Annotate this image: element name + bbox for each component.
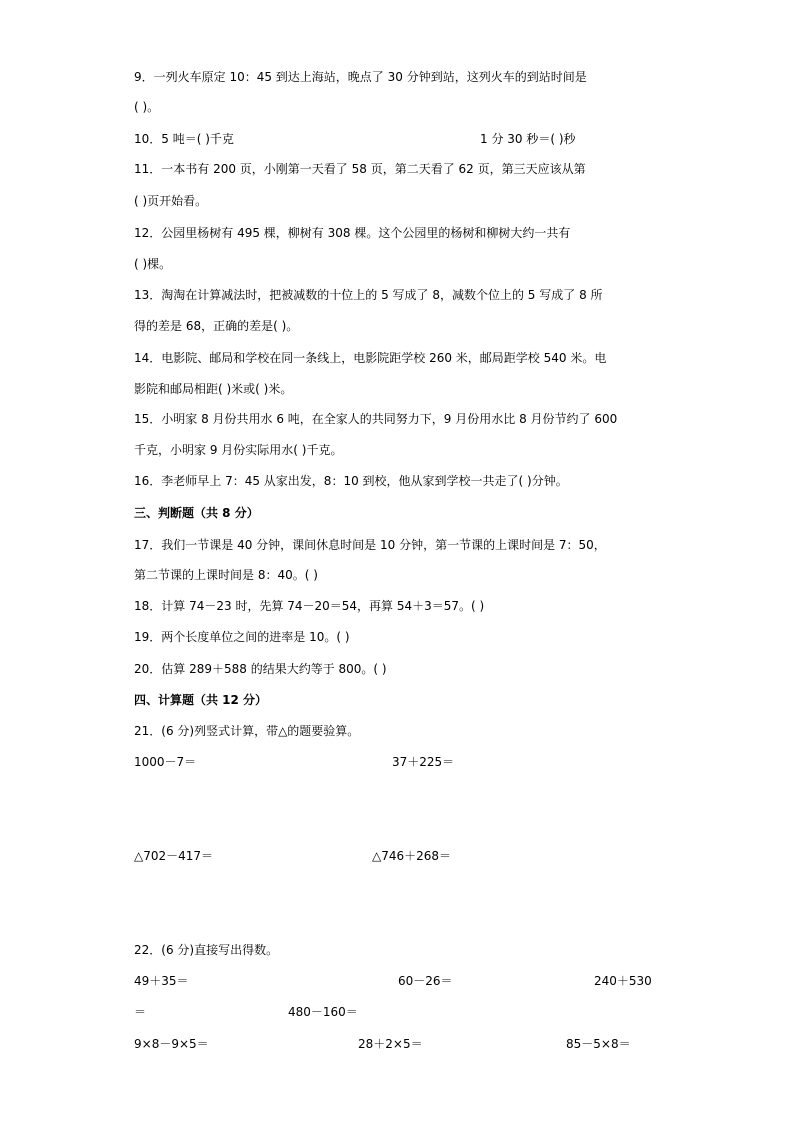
q22-item: 240＋530 (594, 974, 652, 988)
q21-item: △746＋268＝ (372, 849, 452, 863)
q10-right: 1 分 30 秒＝( )秒 (480, 132, 576, 146)
q11-line1: 11．一本书有 200 页，小刚第一天看了 58 页，第二天看了 62 页，第三天应该从第 (134, 162, 586, 176)
q12-line1: 12．公园里杨树有 495 棵，柳树有 308 棵。这个公园里的杨树和柳树大约一共有 (134, 226, 571, 240)
q20: 20．估算 289＋588 的结果大约等于 800。( ) (134, 662, 387, 676)
section4-title: 四、计算题（共 12 分） (134, 693, 268, 707)
q17-line2: 第二节课的上课时间是 8：40。( ) (134, 568, 318, 582)
q9-line2: ( )。 (134, 100, 160, 114)
q12-line2: ( )棵。 (134, 257, 172, 271)
q22-item: 480－160＝ (288, 1005, 358, 1019)
q16-line1: 16．李老师早上 7：45 从家出发，8：10 到校，他从家到学校一共走了( )分钟。 (134, 474, 568, 488)
q13-line1: 13．淘淘在计算减法时，把被减数的十位上的 5 写成了 8，减数个位上的 5 写成了 8 所 (134, 288, 603, 302)
q22-item: 9×8－9×5＝ (134, 1037, 209, 1051)
q17-line1: 17．我们一节课是 40 分钟，课间休息时间是 10 分钟，第一节课的上课时间是 7：50， (134, 538, 606, 552)
q13-line2: 得的差是 68，正确的差是( )。 (134, 319, 299, 333)
q22-prompt: 22．(6 分)直接写出得数。 (134, 943, 279, 957)
q18: 18．计算 74－23 时，先算 74－20＝54，再算 54＋3＝57。( ) (134, 599, 485, 613)
q22-item: ＝ (134, 1005, 147, 1019)
q22-item: 49＋35＝ (134, 974, 189, 988)
section3-title: 三、判断题（共 8 分） (134, 506, 259, 520)
q22-item: 28＋2×5＝ (358, 1037, 423, 1051)
q15-line1: 15．小明家 8 月份共用水 6 吨，在全家人的共同努力下，9 月份用水比 8 月份节约了 600 (134, 412, 618, 426)
q15-line2: 千克，小明家 9 月份实际用水( )千克。 (134, 443, 343, 457)
q21-prompt: 21．(6 分)列竖式计算，带△的题要验算。 (134, 724, 360, 738)
q21-item: 37＋225＝ (392, 755, 455, 769)
q9-line1: 9．一列火车原定 10：45 到达上海站，晚点了 30 分钟到站，这列火车的到站时间是 (134, 70, 587, 84)
q10-left: 10．5 吨＝( )千克 (134, 132, 234, 146)
q19: 19．两个长度单位之间的进率是 10。( ) (134, 630, 350, 644)
q14-line1: 14．电影院、邮局和学校在同一条线上，电影院距学校 260 米，邮局距学校 540 米。电 (134, 351, 607, 365)
q22-item: 85－5×8＝ (566, 1037, 631, 1051)
q21-item: 1000－7＝ (134, 755, 197, 769)
q22-item: 60－26＝ (398, 974, 453, 988)
q11-line2: ( )页开始看。 (134, 194, 208, 208)
q21-item: △702－417＝ (134, 849, 214, 863)
q14-line2: 影院和邮局相距( )米或( )米。 (134, 382, 293, 396)
